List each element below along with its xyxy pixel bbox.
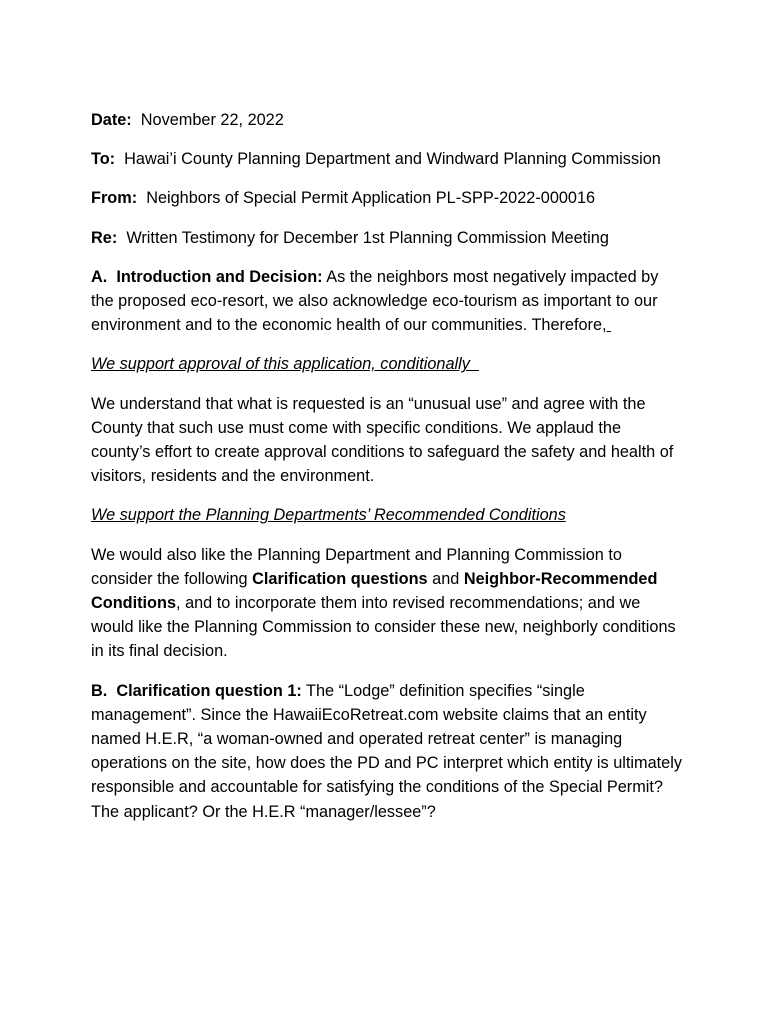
from-label: From: (91, 189, 138, 208)
section-b-paragraph (91, 679, 683, 824)
support-statement-2-text: We support the Planning Departments’ Recommended Conditions (91, 506, 566, 525)
re-value: Written Testimony for December 1st Planning Commission Meeting (126, 228, 609, 247)
support-statement-1 (91, 352, 683, 376)
section-b-text: The “Lodge” definition specifies “single management”. Since the HawaiiEcoRetreat.com website claims that an entity named H.E.R, “a woman-owned and operated retreat center” is managing operations on the site, how does the PD and PC interpret which entity is ultimately responsible and accountable for satisfying the conditions of the Special Permit? The applicant? Or the H.E.R “manager/lessee”? (91, 681, 682, 821)
neighbor-conditions-term: Neighbor-Recommended Conditions (91, 569, 658, 613)
trailing-underline (607, 316, 612, 334)
clarification-questions-term: Clarification questions (252, 569, 428, 588)
to-value: Hawai’i County Planning Department and Windward Planning Commission (124, 150, 661, 169)
consider-text-2: and (427, 569, 464, 588)
from-line (91, 186, 683, 210)
to-label: To: (91, 150, 116, 169)
unusual-use-paragraph (91, 392, 683, 489)
section-a-text: As the neighbors most negatively impacted by the proposed eco-resort, we also acknowledge eco-tourism as important to our environment and to the economic health of our communities. Therefore, (91, 267, 659, 335)
date-value: November 22, 2022 (140, 111, 284, 129)
consider-text-1: We would also like the Planning Department and Planning Commission to consider the following (91, 545, 622, 588)
re-label: Re: (91, 228, 118, 247)
date-line (91, 108, 683, 132)
date-label: Date: (91, 111, 132, 129)
document-page (91, 108, 683, 839)
support-statement-2 (91, 503, 683, 527)
from-value: Neighbors of Special Permit Application PL-SPP-2022-000016 (146, 189, 596, 208)
section-b-heading: Clarification question 1: (116, 681, 302, 700)
consider-text-3: , and to incorporate them into revised recommendations; and we would like the Planning Commission to consider these new, neighborly conditions in its final decision. (91, 594, 676, 661)
re-line (91, 226, 683, 250)
support-statement-1-text: We support approval of this application, conditionally (91, 355, 470, 374)
section-a-paragraph (91, 265, 683, 338)
section-a-heading: Introduction and Decision: (116, 267, 323, 286)
section-b-marker: B. (91, 681, 108, 700)
section-a-marker: A. (91, 267, 108, 286)
to-line (91, 147, 683, 171)
consider-paragraph (91, 543, 683, 664)
unusual-use-text: We understand that what is requested is an “unusual use” and agree with the County that such use must come with specific conditions. We applaud the county’s effort to create approval conditions to safeguard the safety and health of visitors, residents and the environment. (91, 394, 674, 486)
